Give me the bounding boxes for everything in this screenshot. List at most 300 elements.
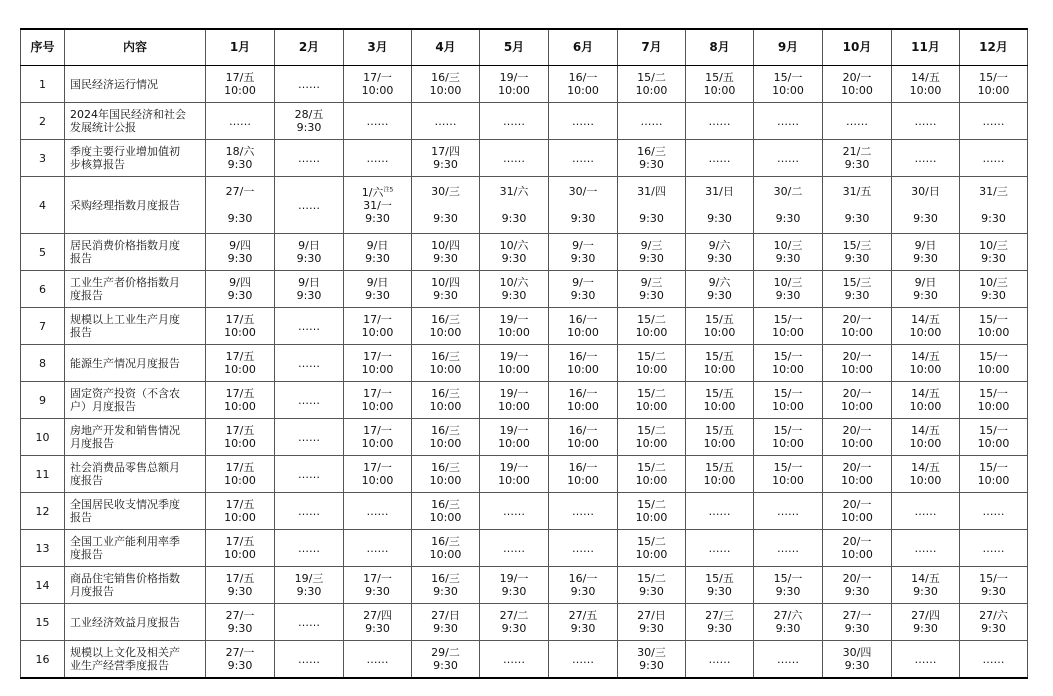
release-date-line: 9/日 <box>366 239 389 252</box>
no-release-marker: …… <box>503 504 525 518</box>
no-release-marker: …… <box>982 114 1005 128</box>
release-date-line: 10:00 <box>224 326 256 339</box>
release-date-line: 10:00 <box>361 84 394 97</box>
release-date-line: 9:30 <box>570 622 596 635</box>
release-date-cell <box>206 567 275 604</box>
release-date-line: 10:00 <box>224 511 256 524</box>
release-date-cell <box>275 103 344 140</box>
report-name <box>65 641 206 679</box>
table-row <box>21 456 1028 493</box>
release-date-line: 31/五 <box>842 185 872 198</box>
no-release-marker: …… <box>982 151 1005 165</box>
release-date-line: 10/三 <box>979 239 1008 252</box>
release-date-cell <box>480 419 549 456</box>
no-release-marker: …… <box>298 319 320 333</box>
release-date-line: 10:00 <box>635 326 668 339</box>
release-date-cell <box>275 66 344 103</box>
release-date-line: 17/五 <box>225 424 255 437</box>
release-date-line: 14/五 <box>911 461 940 474</box>
release-date-line: 15/一 <box>979 71 1008 84</box>
release-date-line: 9:30 <box>365 622 390 635</box>
no-release-marker: …… <box>503 114 525 128</box>
release-date-cell <box>206 103 275 140</box>
release-date-cell <box>206 530 275 567</box>
release-date-line: 10:00 <box>361 437 394 450</box>
release-date-line: 15/二 <box>637 461 666 474</box>
release-date-cell <box>754 419 823 456</box>
release-date-line: 9/一 <box>572 276 594 289</box>
release-date-line: 16/一 <box>568 350 598 363</box>
release-date-line <box>618 198 685 212</box>
release-date-cell <box>686 382 754 419</box>
release-date-line: 10:00 <box>224 437 256 450</box>
release-date-cell <box>412 271 480 308</box>
release-date-cell <box>480 641 549 679</box>
report-name <box>65 345 206 382</box>
release-date-line: 10:00 <box>909 474 942 487</box>
release-date-cell <box>892 604 960 641</box>
release-date-line: 10:00 <box>429 363 462 376</box>
release-date-line: 17/一 <box>363 424 392 437</box>
release-date-line: 27/一 <box>225 185 255 198</box>
report-name-line: 采购经理指数月度报告 <box>70 198 180 212</box>
release-date-line: 10:00 <box>429 548 462 561</box>
release-date-cell <box>275 177 344 234</box>
release-date-line: 9:30 <box>296 289 322 302</box>
release-date-line: 15/一 <box>773 572 803 585</box>
release-date-line: 10:00 <box>841 84 873 97</box>
report-name-line: 季度主要行业增加值初 <box>70 145 180 158</box>
release-date-line: 27/日 <box>431 609 460 622</box>
release-date-line: 10:00 <box>977 400 1010 413</box>
release-date-cell <box>344 567 412 604</box>
release-date-cell <box>412 66 480 103</box>
release-date-line: 10:00 <box>498 400 530 413</box>
release-date-line: 9:30 <box>913 622 938 635</box>
release-date-cell <box>275 345 344 382</box>
table-row <box>21 567 1028 604</box>
release-date-cell <box>412 177 480 234</box>
release-date-cell <box>344 345 412 382</box>
report-name <box>65 567 206 604</box>
release-date-line: 16/三 <box>431 350 460 363</box>
release-date-line: 10:00 <box>635 548 668 561</box>
release-date-line: 19/一 <box>499 71 529 84</box>
release-date-cell <box>275 456 344 493</box>
release-date-cell <box>960 604 1028 641</box>
row-number: 5 <box>21 234 65 271</box>
release-date-line: 31/日 <box>705 185 734 198</box>
release-date-cell <box>960 345 1028 382</box>
release-date-cell <box>275 493 344 530</box>
release-date-cell <box>960 177 1028 234</box>
release-date-line: 10:00 <box>498 326 530 339</box>
release-date-cell <box>206 641 275 679</box>
release-date-cell <box>275 641 344 679</box>
release-date-line: 9:30 <box>981 289 1006 302</box>
release-date-line: 9:30 <box>844 659 870 672</box>
release-date-line: 9:30 <box>913 212 938 225</box>
release-date-line: 9/四 <box>229 276 251 289</box>
no-release-marker: …… <box>366 541 389 555</box>
report-name <box>65 308 206 345</box>
row-number: 10 <box>21 419 65 456</box>
release-date-line: 9:30 <box>501 289 527 302</box>
release-date-line: 31/四 <box>637 185 666 198</box>
release-date-cell <box>892 641 960 679</box>
release-date-line: 9:30 <box>501 252 527 265</box>
release-date-line: 10:00 <box>909 326 942 339</box>
release-date-line: 14/五 <box>911 424 940 437</box>
release-date-cell <box>754 271 823 308</box>
no-release-marker: …… <box>298 77 320 91</box>
no-release-marker: …… <box>708 114 731 128</box>
release-date-cell <box>344 234 412 271</box>
row-number: 9 <box>21 382 65 419</box>
table-row <box>21 177 1028 234</box>
no-release-marker: …… <box>434 114 457 128</box>
release-date-line: 15/三 <box>842 276 872 289</box>
report-name <box>65 177 206 234</box>
release-date-cell <box>960 567 1028 604</box>
release-date-cell <box>275 604 344 641</box>
release-date-line: 16/三 <box>431 461 460 474</box>
release-date-line: 17/四 <box>431 145 460 158</box>
release-date-cell <box>480 530 549 567</box>
release-date-cell <box>480 177 549 234</box>
header-month: 9月 <box>754 29 823 66</box>
release-date-cell <box>686 140 754 177</box>
release-date-cell <box>412 641 480 679</box>
table-row <box>21 419 1028 456</box>
release-date-cell <box>754 234 823 271</box>
release-date-line: 9:30 <box>639 659 664 672</box>
release-date-line: 1/六$^{注5}$ <box>361 185 394 199</box>
release-date-line: 9:30 <box>227 585 253 598</box>
release-date-cell <box>618 140 686 177</box>
release-date-line: 10:00 <box>635 400 668 413</box>
report-name <box>65 103 206 140</box>
release-date-line: 9:30 <box>227 289 253 302</box>
release-date-line: 10:00 <box>772 363 804 376</box>
release-date-line: 16/一 <box>568 313 598 326</box>
release-date-cell <box>686 308 754 345</box>
release-date-line: 27/六 <box>979 609 1008 622</box>
release-date-line: 10:00 <box>429 84 462 97</box>
release-date-cell <box>480 140 549 177</box>
release-date-line: 10:00 <box>429 474 462 487</box>
no-release-marker: …… <box>298 615 320 629</box>
row-number: 3 <box>21 140 65 177</box>
release-date-cell <box>618 345 686 382</box>
release-date-line: 10/六 <box>499 239 529 252</box>
release-date-cell <box>618 308 686 345</box>
no-release-marker: …… <box>708 541 731 555</box>
release-date-line: 10:00 <box>567 474 599 487</box>
release-date-cell <box>754 456 823 493</box>
release-date-line: 10:00 <box>841 363 873 376</box>
release-date-line: 27/一 <box>225 609 255 622</box>
header-row <box>21 29 1028 66</box>
release-date-line: 10:00 <box>361 474 394 487</box>
release-date-cell <box>275 140 344 177</box>
release-date-line: 9:30 <box>433 158 458 171</box>
release-date-line: 16/三 <box>431 313 460 326</box>
header-month: 6月 <box>549 29 618 66</box>
release-date-line: 19/一 <box>499 387 529 400</box>
release-date-cell <box>618 641 686 679</box>
no-release-marker: …… <box>298 652 320 666</box>
release-date-line: 9:30 <box>365 289 390 302</box>
no-release-marker: …… <box>846 114 868 128</box>
release-date-line: 9:30 <box>570 585 596 598</box>
no-release-marker: …… <box>229 114 251 128</box>
report-name-line: 报告 <box>70 326 92 339</box>
release-date-line: 10:00 <box>224 548 256 561</box>
release-date-cell <box>754 641 823 679</box>
release-date-line: 10:00 <box>977 363 1010 376</box>
release-date-cell <box>206 234 275 271</box>
release-date-line: 9/日 <box>914 276 937 289</box>
release-date-line: 15/一 <box>773 71 803 84</box>
release-date-line: 9:30 <box>775 289 801 302</box>
release-date-cell <box>960 456 1028 493</box>
report-name-line: 度报告 <box>70 548 103 561</box>
no-release-marker: …… <box>298 356 320 370</box>
release-date-line: 9:30 <box>775 212 801 225</box>
release-date-cell <box>618 66 686 103</box>
release-date-line: 30/三 <box>637 646 666 659</box>
release-date-line: 10:00 <box>635 511 668 524</box>
release-date-cell <box>686 66 754 103</box>
release-date-line: 28/五 <box>294 108 324 121</box>
table-row <box>21 271 1028 308</box>
row-number: 4 <box>21 177 65 234</box>
release-date-cell <box>686 530 754 567</box>
release-date-cell <box>754 493 823 530</box>
header-month: 5月 <box>480 29 549 66</box>
release-date-cell <box>344 456 412 493</box>
release-date-line: 10:00 <box>429 511 462 524</box>
release-date-line: 9:30 <box>296 585 322 598</box>
release-date-cell <box>960 308 1028 345</box>
release-date-cell <box>480 456 549 493</box>
release-date-cell <box>412 493 480 530</box>
release-date-cell <box>480 66 549 103</box>
release-date-line: 10:00 <box>567 84 599 97</box>
table-row <box>21 140 1028 177</box>
release-date-line: 10:00 <box>841 326 873 339</box>
report-name <box>65 604 206 641</box>
release-date-line: 9:30 <box>639 212 664 225</box>
release-date-cell <box>206 456 275 493</box>
release-date-cell <box>275 271 344 308</box>
no-release-marker: …… <box>708 504 731 518</box>
release-date-line: 10:00 <box>772 400 804 413</box>
table-row <box>21 308 1028 345</box>
release-date-line: 10:00 <box>567 363 599 376</box>
release-date-line: 9:30 <box>433 212 458 225</box>
release-date-cell <box>618 382 686 419</box>
no-release-marker: …… <box>982 652 1005 666</box>
release-date-cell <box>823 641 892 679</box>
release-date-cell <box>480 382 549 419</box>
release-date-line: 27/四 <box>911 609 940 622</box>
release-date-line: 27/一 <box>842 609 872 622</box>
release-date-line: 19/三 <box>294 572 324 585</box>
release-date-line: 9:30 <box>227 659 253 672</box>
release-date-line: 9:30 <box>501 622 527 635</box>
release-date-cell <box>754 382 823 419</box>
release-date-line: 15/五 <box>705 572 734 585</box>
release-date-line: 16/一 <box>568 572 598 585</box>
release-date-cell <box>412 140 480 177</box>
release-date-cell <box>960 641 1028 679</box>
release-date-line: 9/日 <box>298 276 320 289</box>
release-date-cell <box>549 140 618 177</box>
release-date-line: 15/五 <box>705 350 734 363</box>
release-date-line: 10:00 <box>567 400 599 413</box>
release-date-cell <box>754 308 823 345</box>
header-month: 3月 <box>344 29 412 66</box>
release-date-line: 15/一 <box>773 387 803 400</box>
release-date-line: 9:30 <box>707 622 732 635</box>
row-number: 14 <box>21 567 65 604</box>
no-release-marker: …… <box>777 541 799 555</box>
release-date-line: 20/一 <box>842 461 872 474</box>
release-date-line: 9:30 <box>227 622 253 635</box>
no-release-marker: …… <box>503 541 525 555</box>
release-date-cell <box>960 530 1028 567</box>
release-date-line: 19/一 <box>499 572 529 585</box>
release-date-line: 9:30 <box>296 252 322 265</box>
release-date-line: 17/一 <box>363 313 392 326</box>
header-month: 7月 <box>618 29 686 66</box>
release-date-line: 9:30 <box>981 622 1006 635</box>
release-date-line: 27/四 <box>363 609 392 622</box>
release-date-line: 14/五 <box>911 387 940 400</box>
release-date-line: 17/一 <box>363 461 392 474</box>
release-date-cell <box>344 66 412 103</box>
release-date-line: 17/一 <box>363 350 392 363</box>
no-release-marker: …… <box>914 151 937 165</box>
release-date-cell <box>754 140 823 177</box>
no-release-marker: …… <box>298 467 320 481</box>
report-name <box>65 530 206 567</box>
release-date-cell <box>412 382 480 419</box>
release-date-cell <box>686 604 754 641</box>
release-date-line: 10:00 <box>429 400 462 413</box>
release-date-line <box>412 198 479 212</box>
no-release-marker: …… <box>298 430 320 444</box>
table-body <box>21 66 1028 679</box>
report-name-line: 度报告 <box>70 474 103 487</box>
no-release-marker: …… <box>777 652 799 666</box>
release-date-line <box>549 198 617 212</box>
release-date-line: 10:00 <box>224 84 256 97</box>
release-date-line: 10:00 <box>841 437 873 450</box>
release-date-cell <box>686 271 754 308</box>
release-date-line: 17/五 <box>225 350 255 363</box>
release-date-line: 14/五 <box>911 350 940 363</box>
release-date-line: 10:00 <box>635 474 668 487</box>
release-date-line: 9:30 <box>296 121 322 134</box>
release-date-cell <box>618 604 686 641</box>
release-date-cell <box>754 567 823 604</box>
release-date-cell <box>823 456 892 493</box>
release-date-line: 10:00 <box>635 84 668 97</box>
release-date-cell <box>823 177 892 234</box>
release-date-cell <box>823 308 892 345</box>
release-date-line: 19/一 <box>499 424 529 437</box>
release-date-line: 14/五 <box>911 572 940 585</box>
release-date-line: 9/日 <box>366 276 389 289</box>
release-date-cell <box>892 103 960 140</box>
release-date-line: 10:00 <box>909 400 942 413</box>
report-name-line: 社会消费品零售总额月 <box>70 461 180 474</box>
release-date-line: 9:30 <box>365 211 390 225</box>
report-name-line: 发展统计公报 <box>70 121 136 134</box>
report-name-line: 户）月度报告 <box>70 400 136 413</box>
release-date-line: 10:00 <box>841 548 873 561</box>
report-name-line: 规模以上工业生产月度 <box>70 313 180 326</box>
release-date-cell <box>549 604 618 641</box>
release-date-cell <box>892 140 960 177</box>
release-date-line: 9:30 <box>707 585 732 598</box>
no-release-marker: …… <box>572 151 594 165</box>
release-date-cell <box>344 271 412 308</box>
release-date-line: 17/五 <box>225 572 255 585</box>
release-date-cell <box>960 271 1028 308</box>
release-date-cell <box>344 382 412 419</box>
release-date-line: 20/一 <box>842 387 872 400</box>
no-release-marker: …… <box>572 652 594 666</box>
report-name-line: 规模以上文化及相关产 <box>70 646 180 659</box>
no-release-marker: …… <box>503 652 525 666</box>
release-date-line: 10:00 <box>498 474 530 487</box>
header-month: 12月 <box>960 29 1028 66</box>
release-date-cell <box>892 567 960 604</box>
report-name-line: 报告 <box>70 252 92 265</box>
release-date-cell <box>480 345 549 382</box>
table-row <box>21 66 1028 103</box>
no-release-marker: …… <box>366 504 389 518</box>
no-release-marker: …… <box>708 151 731 165</box>
release-date-line: 30/三 <box>431 185 460 198</box>
release-date-line: 10:00 <box>772 437 804 450</box>
row-number: 12 <box>21 493 65 530</box>
release-date-cell <box>549 419 618 456</box>
release-date-line: 17/五 <box>225 535 255 548</box>
release-date-cell <box>754 530 823 567</box>
release-date-cell <box>549 530 618 567</box>
release-date-cell <box>549 567 618 604</box>
release-date-line: 9:30 <box>981 585 1006 598</box>
release-date-line: 10:00 <box>977 437 1010 450</box>
release-date-line: 17/五 <box>225 498 255 511</box>
release-date-line: 10:00 <box>635 437 668 450</box>
release-date-line: 10/三 <box>979 276 1008 289</box>
release-date-line: 17/五 <box>225 461 255 474</box>
no-release-marker: …… <box>982 504 1005 518</box>
release-date-line: 16/三 <box>431 387 460 400</box>
release-date-cell <box>206 345 275 382</box>
no-release-marker: …… <box>366 114 389 128</box>
release-date-cell <box>686 234 754 271</box>
release-date-line: 10:00 <box>909 84 942 97</box>
release-date-cell <box>686 345 754 382</box>
release-date-cell <box>892 530 960 567</box>
